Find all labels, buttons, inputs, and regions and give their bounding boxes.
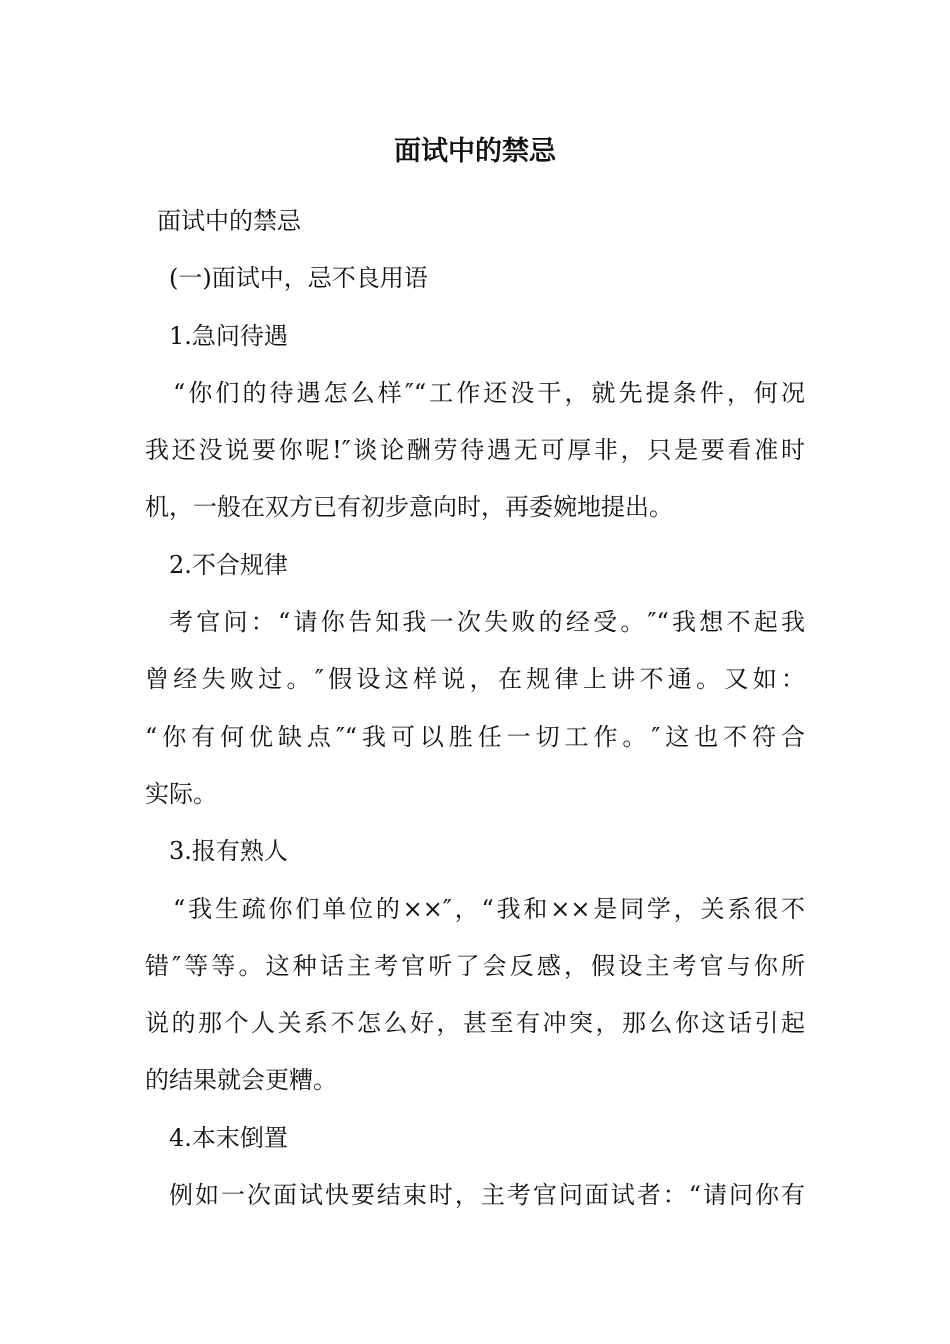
item-heading: 4.本末倒置 (169, 1123, 288, 1152)
paragraph-line: 错″等等。这种话主考官听了会反感，假设主考官与你所 (145, 951, 805, 980)
document-body (145, 193, 805, 1224)
paragraph-line: “我生疏你们单位的××″，“我和××是同学，关系很不 (173, 894, 805, 923)
paragraph-line: 实际。 (145, 779, 217, 808)
section-heading: (一)面试中，忌不良用语 (169, 264, 428, 293)
paragraph-line: 我还没说要你呢!″谈论酬劳待遇无可厚非，只是要看准时 (145, 436, 805, 465)
paragraph-line: 说的那个人关系不怎么好，甚至有冲突，那么你这话引起 (145, 1009, 805, 1038)
item-heading: 2.不合规律 (169, 550, 288, 579)
paragraph-line: 的结果就会更糟。 (145, 1066, 337, 1095)
paragraph-line: 曾经失败过。″假设这样说，在规律上讲不通。又如： (145, 665, 805, 694)
paragraph-line: “你们的待遇怎么样″“工作还没干，就先提条件，何况 (173, 378, 805, 407)
paragraph-line: 考官问：“请你告知我一次失败的经受。″“我想不起我 (169, 608, 805, 637)
paragraph-line: 机，一般在双方已有初步意向时，再委婉地提出。 (145, 493, 673, 522)
document-title: 面试中的禁忌 (394, 136, 556, 167)
paragraph-line: 例如一次面试快要结束时，主考官问面试者：“请问你有 (169, 1181, 805, 1210)
subtitle-line: 面试中的禁忌 (157, 207, 301, 235)
paragraph-line: “你有何优缺点″“我可以胜任一切工作。″这也不符合 (145, 722, 805, 751)
item-heading: 3.报有熟人 (169, 837, 288, 866)
item-heading: 1.急问待遇 (169, 321, 288, 350)
